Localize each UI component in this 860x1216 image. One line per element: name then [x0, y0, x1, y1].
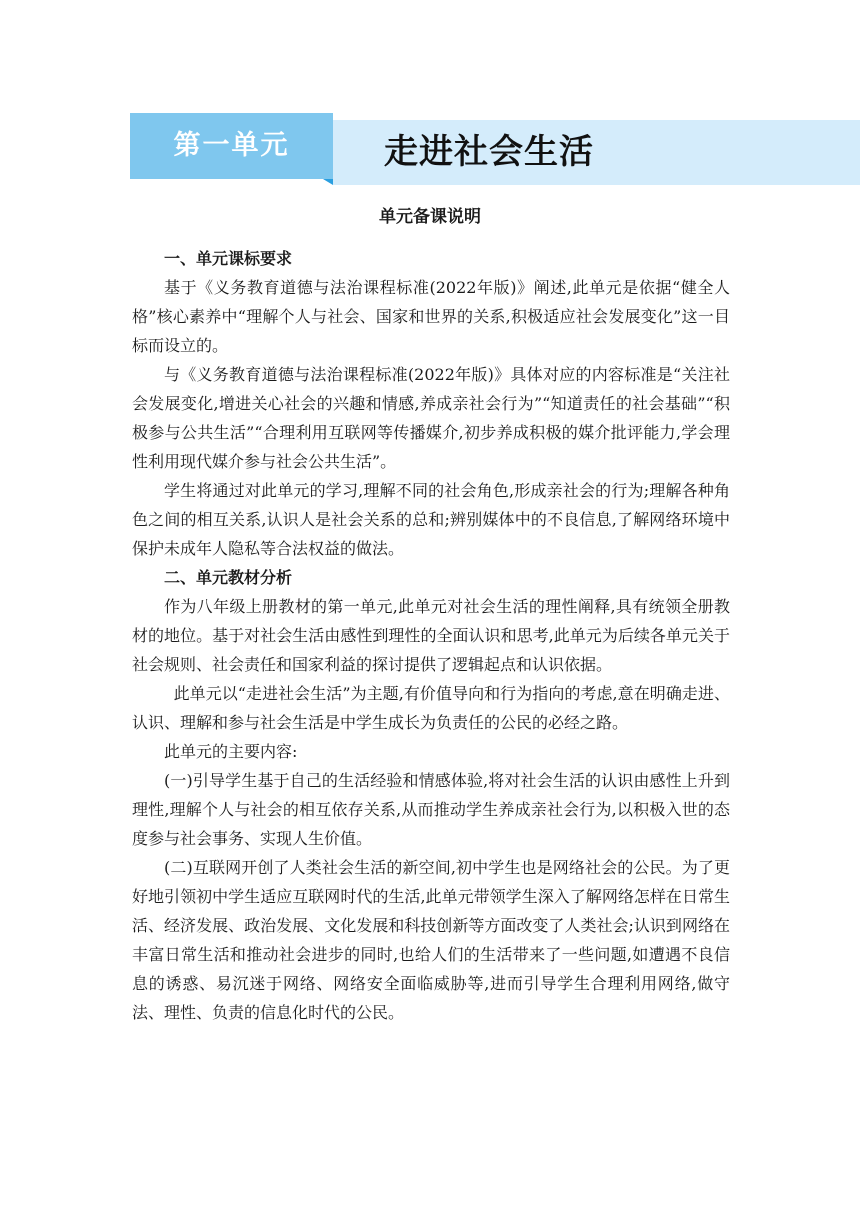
paragraph: 作为八年级上册教材的第一单元,此单元对社会生活的理性阐释,具有统领全册教材的地位。基于对社会生活由感性到理性的全面认识和思考,此单元为后续各单元关于社会规则、社会责任和国家利益的探讨提供了逻辑起点和认识依据。: [132, 597, 730, 674]
unit-banner: [130, 113, 860, 185]
section-heading: 二、单元教材分析: [164, 568, 293, 587]
paragraph: 学生将通过对此单元的学习,理解不同的社会角色,形成亲社会的行为;理解各种角色之间的相互关系,认识人是社会关系的总和;辨别媒体中的不良信息,了解网络环境中保护未成年人隐私等合法权益的做法。: [132, 481, 730, 558]
document-body: [132, 244, 730, 1027]
paragraph: (二)互联网开创了人类社会生活的新空间,初中学生也是网络社会的公民。为了更好地引领初中学生适应互联网时代的生活,此单元带领学生深入了解网络怎样在日常生活、经济发展、政治发展、文化发展和科技创新等方面改变了人类社会;认识到网络在丰富日常生活和推动社会进步的同时,也给人们的生活带来了一些问题,如遭遇不良信息的诱惑、易沉迷于网络、网络安全面临威胁等,进而引导学生合理利用网络,做守法、理性、负责的信息化时代的公民。: [132, 858, 730, 1022]
unit-label: 第一单元: [173, 130, 290, 161]
unit-title: 走进社会生活: [384, 132, 594, 172]
paragraph: 此单元的主要内容:: [164, 742, 298, 761]
paragraph: 基于《义务教育道德与法治课程标准(2022年版)》阐述,此单元是依据“健全人格”核心素养中“理解个人与社会、国家和世界的关系,积极适应社会发展变化”这一目标而设立的。: [132, 278, 730, 355]
paragraph: 与《义务教育道德与法治课程标准(2022年版)》具体对应的内容标准是“关注社会发展变化,增进关心社会的兴趣和情感,养成亲社会行为”“知道责任的社会基础”“积极参与公共生活”“合理利用互联网等传播媒介,初步养成积极的媒介批评能力,学会理性利用现代媒介参与社会公共生活”。: [132, 365, 730, 471]
banner-notch-decoration: [323, 179, 333, 185]
paragraph: (一)引导学生基于自己的生活经验和情感体验,将对社会生活的认识由感性上升到理性,理解个人与社会的相互依存关系,从而推动学生养成亲社会行为,以积极入世的态度参与社会事务、实现人生价值。: [132, 771, 730, 848]
paragraph: 此单元以“走进社会生活”为主题,有价值导向和行为指向的考虑,意在明确走进、认识、理解和参与社会生活是中学生成长为负责任的公民的必经之路。: [132, 684, 730, 732]
section-heading: 一、单元课标要求: [164, 249, 293, 268]
document-title: 单元备课说明: [379, 207, 481, 227]
